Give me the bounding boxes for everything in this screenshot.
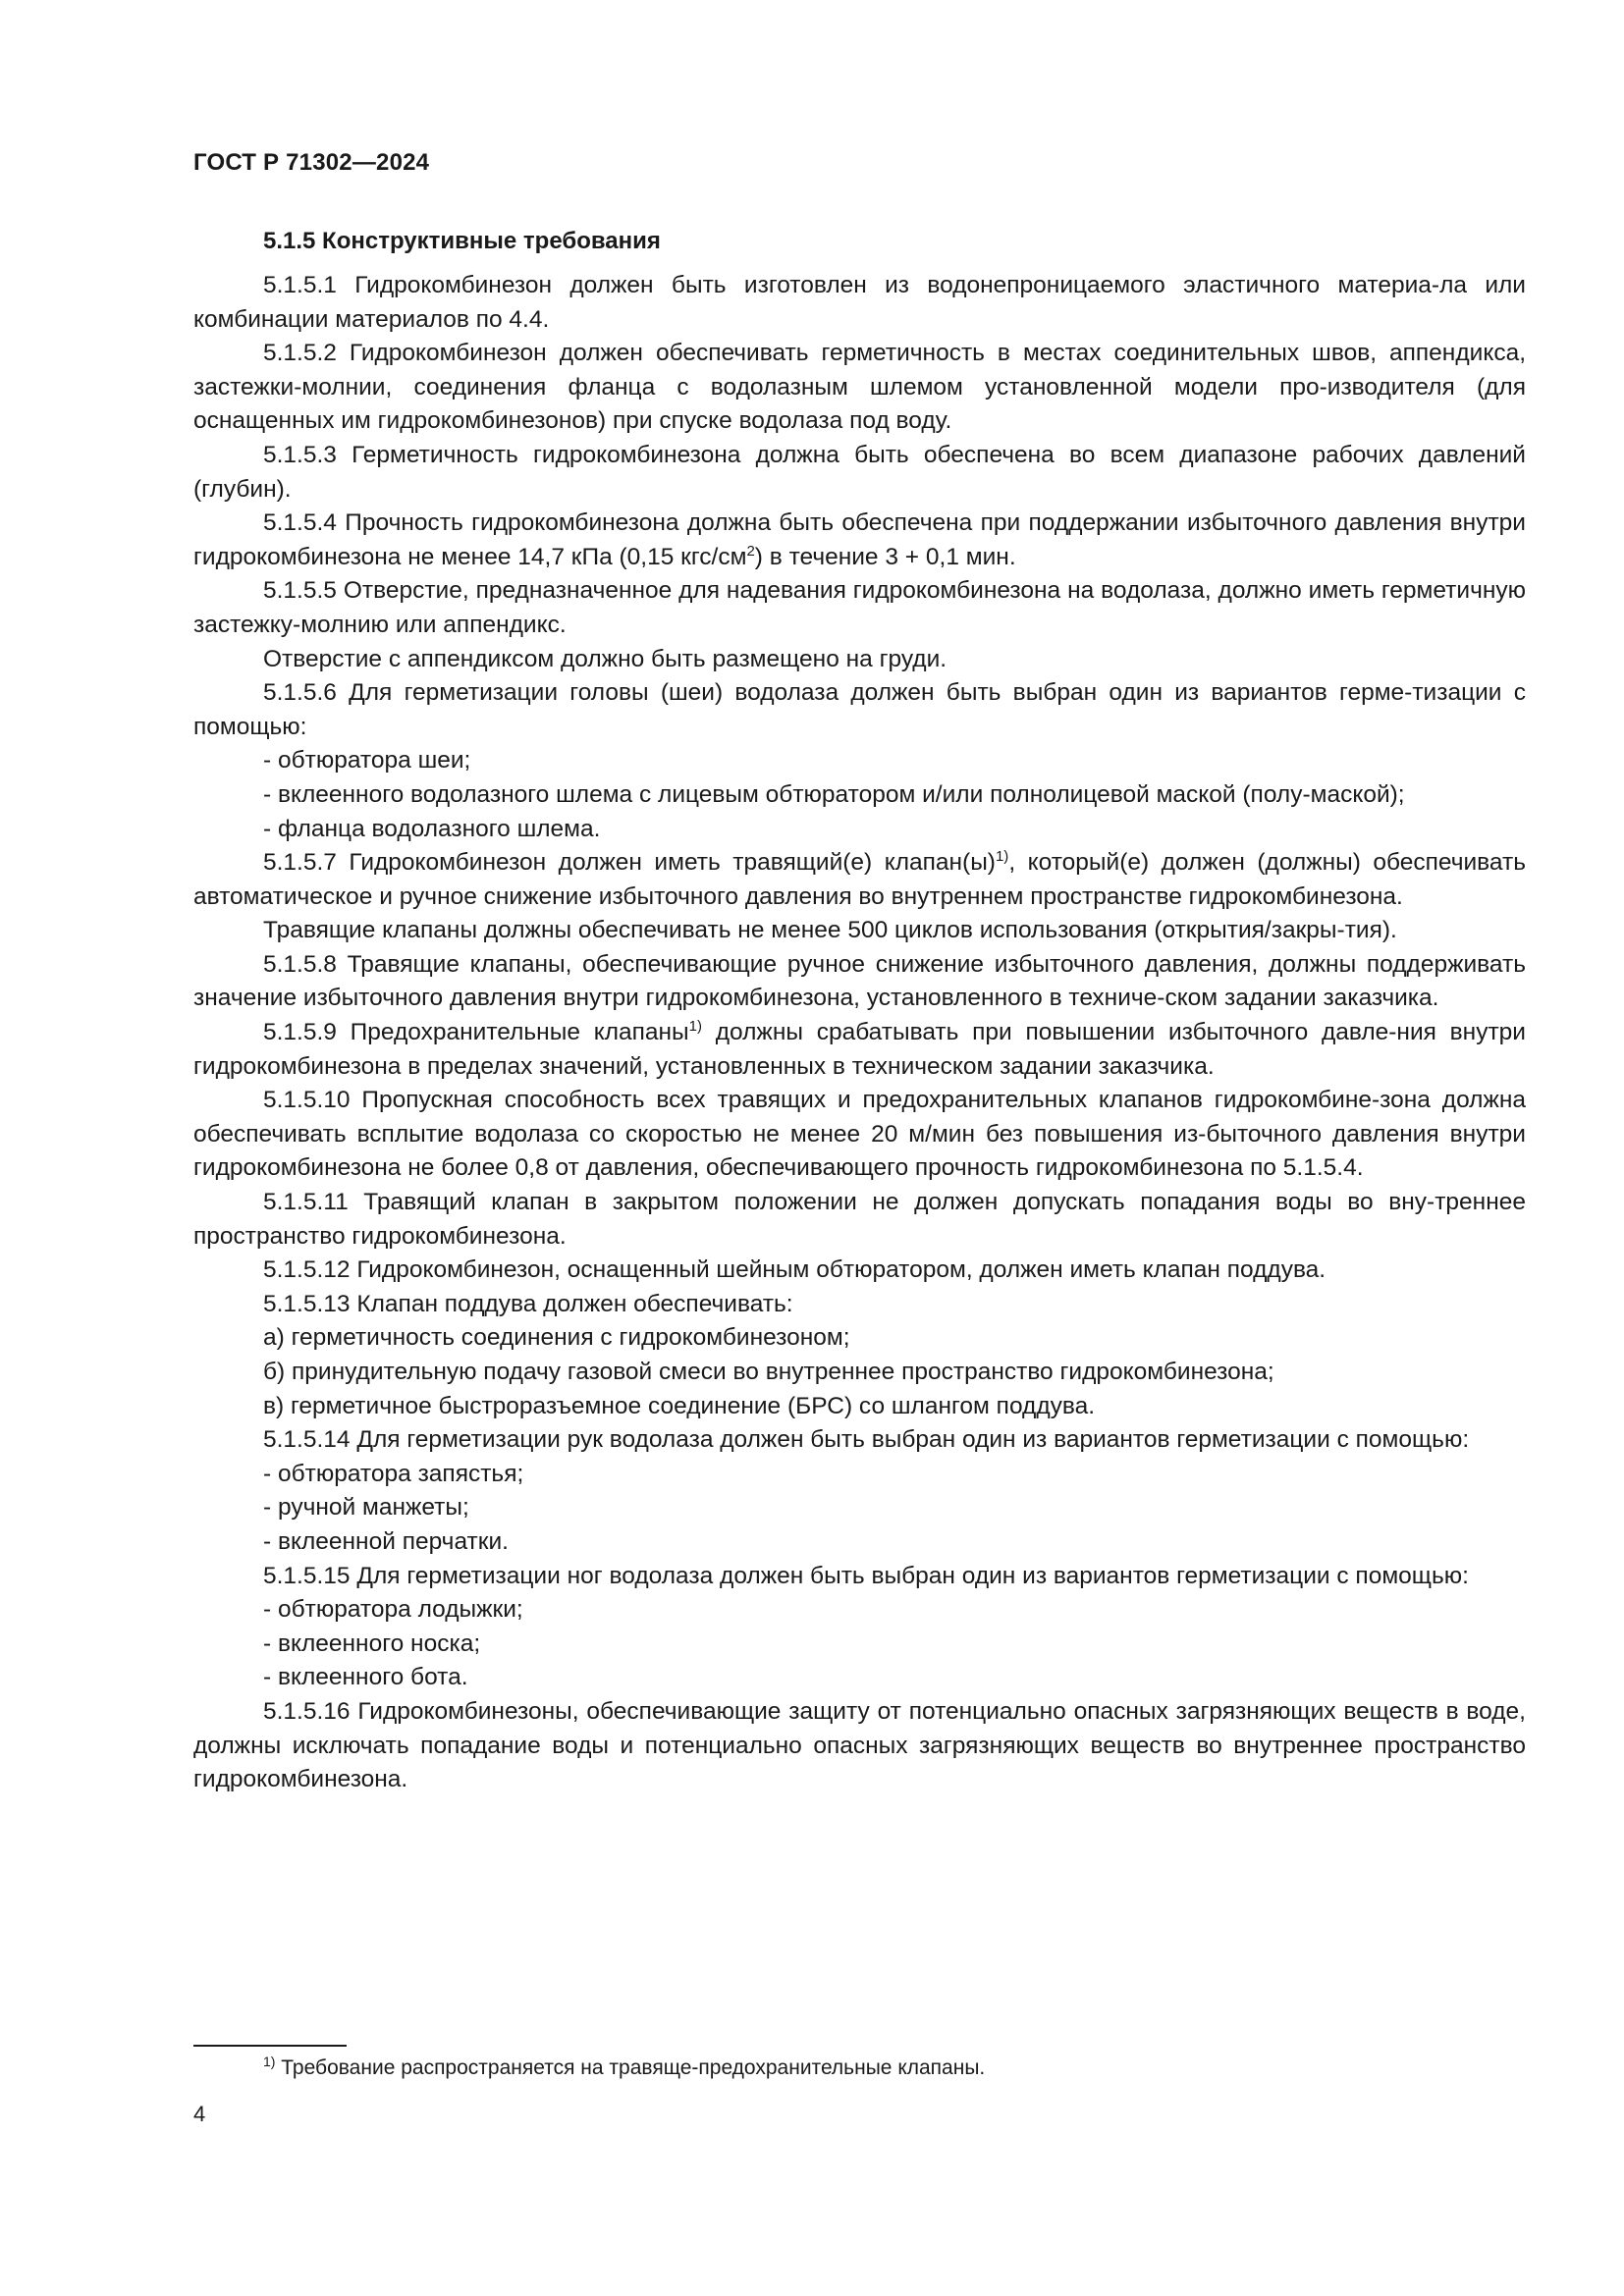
paragraph-5-1-5-9 bbox=[193, 1016, 1526, 1084]
paragraph-5-1-5-10: 5.1.5.10 Пропускная способность всех травящих и предохранительных клапанов гидрокомбине-зона должна обеспечивать всплытие водолаза со скоростью не менее 20 м/мин без повышения из-быточного давления внутри гидрокомбинезона не более 0,8 от давления, обеспечивающего прочность гидрокомбинезона по 5.1.5.4. bbox=[193, 1087, 1526, 1182]
footnote-divider bbox=[193, 2045, 347, 2047]
list-item: в) герметичное быстроразъемное соединение (БРС) со шлангом поддува. bbox=[263, 1392, 1096, 1419]
paragraph-text: 5.1.5.4 Прочность гидрокомбинезона должна быть обеспечена при поддержании избыточного давления внутри гидрокомбинезона не менее 14,7 кПа (0,15 кгс/см bbox=[193, 509, 1526, 570]
paragraph-5-1-5-14: 5.1.5.14 Для герметизации рук водолаза должен быть выбран один из вариантов герметизации с помощью: bbox=[263, 1426, 1470, 1454]
paragraph-valve-cycles: Травящие клапаны должны обеспечивать не менее 500 циклов использования (открытия/закры-тия). bbox=[263, 917, 1397, 944]
paragraph-5-1-5-7 bbox=[193, 846, 1526, 914]
paragraph-text: 5.1.5.7 Гидрокомбинезон должен иметь травящий(е) клапан(ы) bbox=[263, 849, 996, 877]
superscript: 2 bbox=[746, 542, 755, 560]
footnote-text: Требование распространяется на травяще-предохранительные клапаны. bbox=[275, 2056, 986, 2079]
list-item: - ручной манжеты; bbox=[263, 1494, 469, 1522]
paragraph-5-1-5-15: 5.1.5.15 Для герметизации ног водолаза должен быть выбран один из вариантов герметизации с помощью: bbox=[263, 1562, 1469, 1589]
paragraph-5-1-5-2: 5.1.5.2 Гидрокомбинезон должен обеспечивать герметичность в местах соединительных швов, аппендикса, застежки-молнии, соединения фланца с водолазным шлемом установленной модели про-изводителя (для оснащенных им гидрокомбинезонов) при спуске водолаза под воду. bbox=[193, 340, 1526, 435]
footnote-reference: 1) bbox=[688, 1018, 702, 1036]
footnote-marker: 1) bbox=[263, 2054, 276, 2069]
list-item: а) герметичность соединения с гидрокомбинезоном; bbox=[263, 1324, 850, 1352]
paragraph-5-1-5-8: 5.1.5.8 Травящие клапаны, обеспечивающие ручное снижение избыточного давления, должны поддерживать значение избыточного давления внутри гидрокомбинезона, установленного в техниче-ском задании заказчика. bbox=[193, 950, 1526, 1012]
paragraph-5-1-5-11: 5.1.5.11 Травящий клапан в закрытом положении не должен допускать попадания воды во вну-треннее пространство гидрокомбинезона. bbox=[193, 1189, 1526, 1250]
paragraph-5-1-5-16: 5.1.5.16 Гидрокомбинезоны, обеспечивающие защиту от потенциально опасных загрязняющих веществ в воде, должны исключать попадание воды и потенциально опасных загрязняющих веществ во внутреннее пространство гидрокомбинезона. bbox=[193, 1697, 1526, 1793]
paragraph-5-1-5-3: 5.1.5.3 Герметичность гидрокомбинезона должна быть обеспечена во всем диапазоне рабочих давлений (глубин). bbox=[193, 441, 1526, 503]
list-item: - вклеенного водолазного шлема с лицевым обтюратором и/или полнолицевой маской (полу-маской); bbox=[263, 780, 1405, 808]
list-item: - вклеенного бота. bbox=[263, 1664, 468, 1691]
paragraph-5-1-5-5: 5.1.5.5 Отверстие, предназначенное для надевания гидрокомбинезона на водолаза, должно иметь герметичную застежку-молнию или аппендикс. bbox=[193, 577, 1526, 638]
paragraph-text: должны срабатывать при повышении избыточного давле-ния внутри гидрокомбинезона в пределах значений, установленных в техническом задании заказчика. bbox=[193, 1019, 1526, 1080]
list-item: - обтюратора запястья; bbox=[263, 1460, 524, 1487]
paragraph-5-1-5-1: 5.1.5.1 Гидрокомбинезон должен быть изготовлен из водонепроницаемого эластичного материа-ла или комбинации материалов по 4.4. bbox=[193, 272, 1526, 333]
page-number: 4 bbox=[193, 2102, 206, 2126]
paragraph-text: ) в течение 3 + 0,1 мин. bbox=[754, 543, 1016, 570]
document-header: ГОСТ Р 71302—2024 bbox=[193, 149, 430, 176]
paragraph-5-1-5-4 bbox=[193, 507, 1526, 574]
list-item: - вклеенной перчатки. bbox=[263, 1527, 509, 1555]
list-item: - фланца водолазного шлема. bbox=[263, 815, 601, 842]
list-item: - обтюратора шеи; bbox=[263, 747, 471, 774]
list-item: б) принудительную подачу газовой смеси во внутреннее пространство гидрокомбинезона; bbox=[263, 1359, 1274, 1385]
section-heading: 5.1.5 Конструктивные требования bbox=[263, 228, 661, 254]
paragraph-text: , который(е) должен (должны) обеспечивать автоматическое и ручное снижение избыточного давления во внутреннем пространстве гидрокомбинезона. bbox=[193, 849, 1526, 910]
list-item: - обтюратора лодыжки; bbox=[263, 1596, 523, 1624]
paragraph-5-1-5-12: 5.1.5.12 Гидрокомбинезон, оснащенный шейным обтюратором, должен иметь клапан поддува. bbox=[263, 1256, 1326, 1284]
paragraph-appendix-location: Отверстие с аппендиксом должно быть размещено на груди. bbox=[263, 645, 947, 672]
paragraph-text: 5.1.5.9 Предохранительные клапаны bbox=[263, 1019, 689, 1046]
paragraph-5-1-5-6: 5.1.5.6 Для герметизации головы (шеи) водолаза должен быть выбран один из вариантов герме-тизации с помощью: bbox=[193, 679, 1526, 740]
list-item: - вклеенного носка; bbox=[263, 1629, 481, 1657]
paragraph-5-1-5-13: 5.1.5.13 Клапан поддува должен обеспечивать: bbox=[263, 1290, 793, 1317]
footnote-reference: 1) bbox=[995, 848, 1009, 866]
footnote bbox=[263, 2055, 985, 2082]
body-text bbox=[193, 269, 1526, 1797]
